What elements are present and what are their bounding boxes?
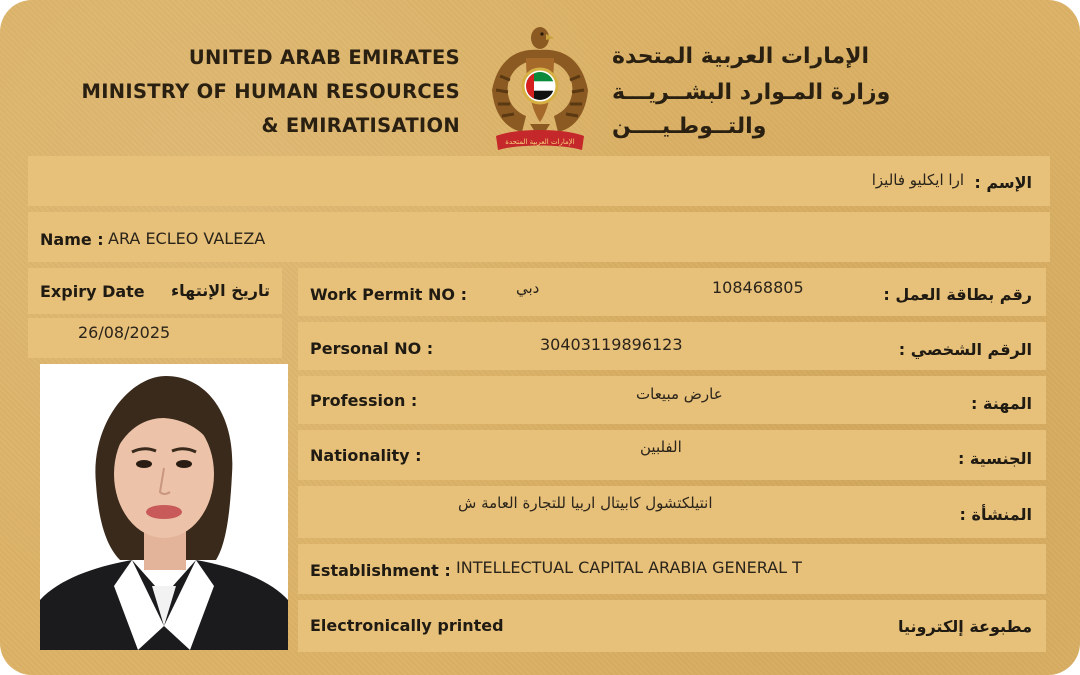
work-permit-emirate: دبي — [516, 279, 540, 297]
profession-label-en: Profession : — [310, 391, 418, 410]
header-en-country: UNITED ARAB EMIRATES — [188, 46, 460, 69]
nationality-label-ar: الجنسية : — [957, 449, 1032, 468]
work-permit-label-ar: رقم بطاقة العمل : — [883, 285, 1032, 304]
nationality-label-en: Nationality : — [310, 446, 422, 465]
establishment-ar-label: المنشأة : — [959, 505, 1032, 524]
name-ar-label: الإسم : — [974, 173, 1032, 192]
header-en-emiratisation: & EMIRATISATION — [261, 114, 460, 137]
header-en-ministry: MINISTRY OF HUMAN RESOURCES — [81, 80, 460, 103]
nationality-value: الفلبين — [640, 438, 682, 456]
profession-label-ar: المهنة : — [971, 394, 1032, 413]
establishment-en-value: INTELLECTUAL CAPITAL ARABIA GENERAL T — [456, 558, 802, 577]
personal-no-label-ar: الرقم الشخصي : — [898, 340, 1032, 359]
establishment-en-label: Establishment : — [310, 561, 451, 580]
name-en-value: ARA ECLEO VALEZA — [108, 229, 266, 248]
work-permit-label-en: Work Permit NO : — [310, 285, 467, 304]
header-ar-ministry: وزارة المـوارد البشــريـــة — [612, 80, 891, 105]
header-ar-country: الإمارات العربية المتحدة — [612, 44, 870, 69]
header-ar-emiratisation: والتــوطـيــــن — [612, 114, 767, 139]
expiry-value: 26/08/2025 — [78, 323, 171, 342]
personal-no-label-en: Personal NO : — [310, 339, 434, 358]
personal-no-value: 30403119896123 — [540, 335, 683, 354]
expiry-label-ar: تاريخ الإنتهاء — [170, 281, 270, 300]
name-ar-value: ارا ايكليو فاليزا — [871, 171, 964, 189]
portrait-image — [40, 364, 288, 650]
expiry-label-en: Expiry Date — [40, 282, 145, 301]
work-permit-value: 108468805 — [712, 278, 804, 297]
svg-text:الإمارات العربية المتحدة: الإمارات العربية المتحدة — [505, 138, 575, 146]
profession-value: عارض مبيعات — [636, 385, 723, 403]
holder-photo — [40, 364, 288, 650]
uae-emblem-icon — [486, 20, 594, 156]
printed-label-en: Electronically printed — [310, 616, 504, 635]
establishment-ar-value: انتيلكتشول كابيتال اربيا للتجارة العامة ش — [458, 494, 713, 512]
name-en-label: Name : — [40, 230, 104, 249]
printed-label-ar: مطبوعة إلكترونيا — [897, 617, 1032, 636]
